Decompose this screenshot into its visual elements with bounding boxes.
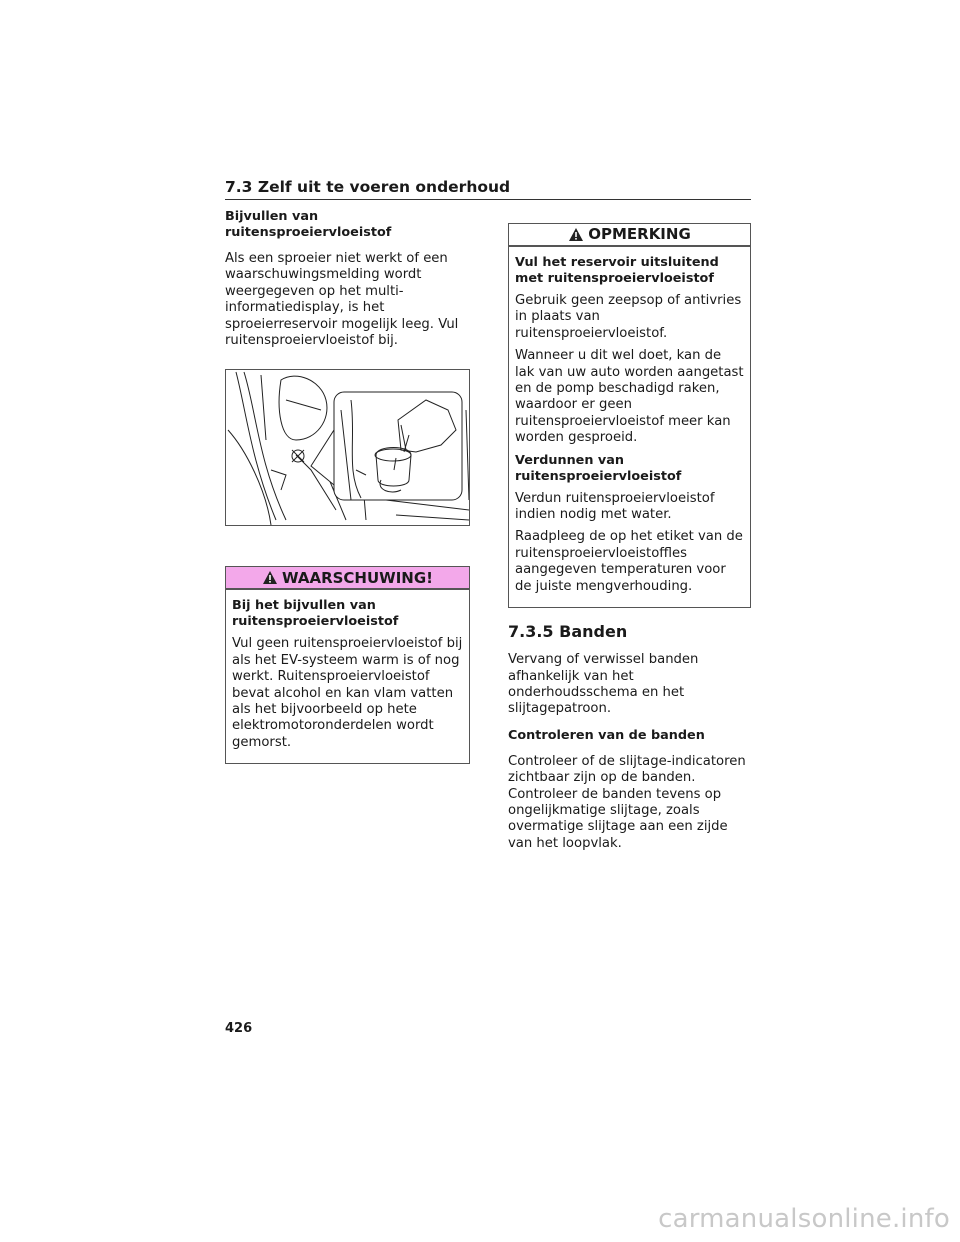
warning-title: WAARSCHUWING! xyxy=(281,568,434,587)
warning-text: Vul geen ruitensproeiervloeistof bij als het EV-systeem warm is of nog werkt. Ruitensproeiervloeistof bevat alcohol en kan vlam vatten als het bijvoorbeeld op hete elektromotoronderdelen wordt gemorst. xyxy=(232,636,463,750)
warning-heading: Bij het bijvullen van ruitensproeiervloeistof xyxy=(232,598,399,630)
warning-triangle-icon xyxy=(262,570,278,585)
left-column xyxy=(225,209,470,764)
washer-fluid-illustration xyxy=(225,369,470,526)
tires-intro: Vervang of verwissel banden afhankelijk van het onderhoudsschema en het slijtagepatroon. xyxy=(508,652,699,717)
refill-intro: Als een sproeier niet werkt of een waarschuwingsmelding wordt weergegeven op het multi-informatiedisplay, is het sproeierreservoir mogelijk leeg. Vul ruitensproeiervloeistof bij. xyxy=(225,251,459,349)
tires-check-subheading: Controleren van de banden xyxy=(508,727,705,743)
note-paragraph-3: Verdun ruitensproeiervloeistof indien nodig met water. xyxy=(515,490,715,523)
note-header xyxy=(509,224,750,247)
refill-subheading: Bijvullen van ruitensproeiervloeistof xyxy=(225,209,392,240)
warning-box xyxy=(225,566,470,764)
note-paragraph-1: Gebruik geen zeepsop of antivries in plaats van ruitensproeiervloeistof. xyxy=(515,293,742,341)
note-heading-1: Vul het reservoir uitsluitend met ruitensproeiervloeistof xyxy=(515,255,719,286)
section-header: 7.3 Zelf uit te voeren onderhoud xyxy=(225,178,751,200)
warning-triangle-icon xyxy=(568,227,584,242)
warning-header xyxy=(226,567,469,590)
note-box xyxy=(508,223,751,608)
tires-section-heading: 7.3.5 Banden xyxy=(508,622,628,642)
page-number: 426 xyxy=(225,1021,253,1036)
tires-check-text: Controleer of de slijtage-indicatoren zichtbaar zijn op de banden. Controleer de banden tevens op ongelijkmatige slijtage, zoals overmatige slijtage aan een zijde van het loopvlak. xyxy=(508,753,746,851)
engine-bay-drawing xyxy=(226,370,469,525)
watermark: carmanualsonline.info xyxy=(658,1204,950,1234)
note-paragraph-4: Raadpleeg de op het etiket van de ruitensproeiervloeistoffles aangegeven temperaturen voor de juiste mengverhouding. xyxy=(515,529,743,594)
note-title: OPMERKING xyxy=(588,225,691,244)
note-paragraph-2: Wanneer u dit wel doet, kan de lak van uw auto worden aangetast en de pomp beschadigd raken, waardoor er geen ruitensproeiervloeistof meer kan worden gesproeid. xyxy=(515,348,744,446)
right-column xyxy=(508,223,751,858)
note-heading-2: Verdunnen van ruitensproeiervloeistof xyxy=(515,452,682,484)
